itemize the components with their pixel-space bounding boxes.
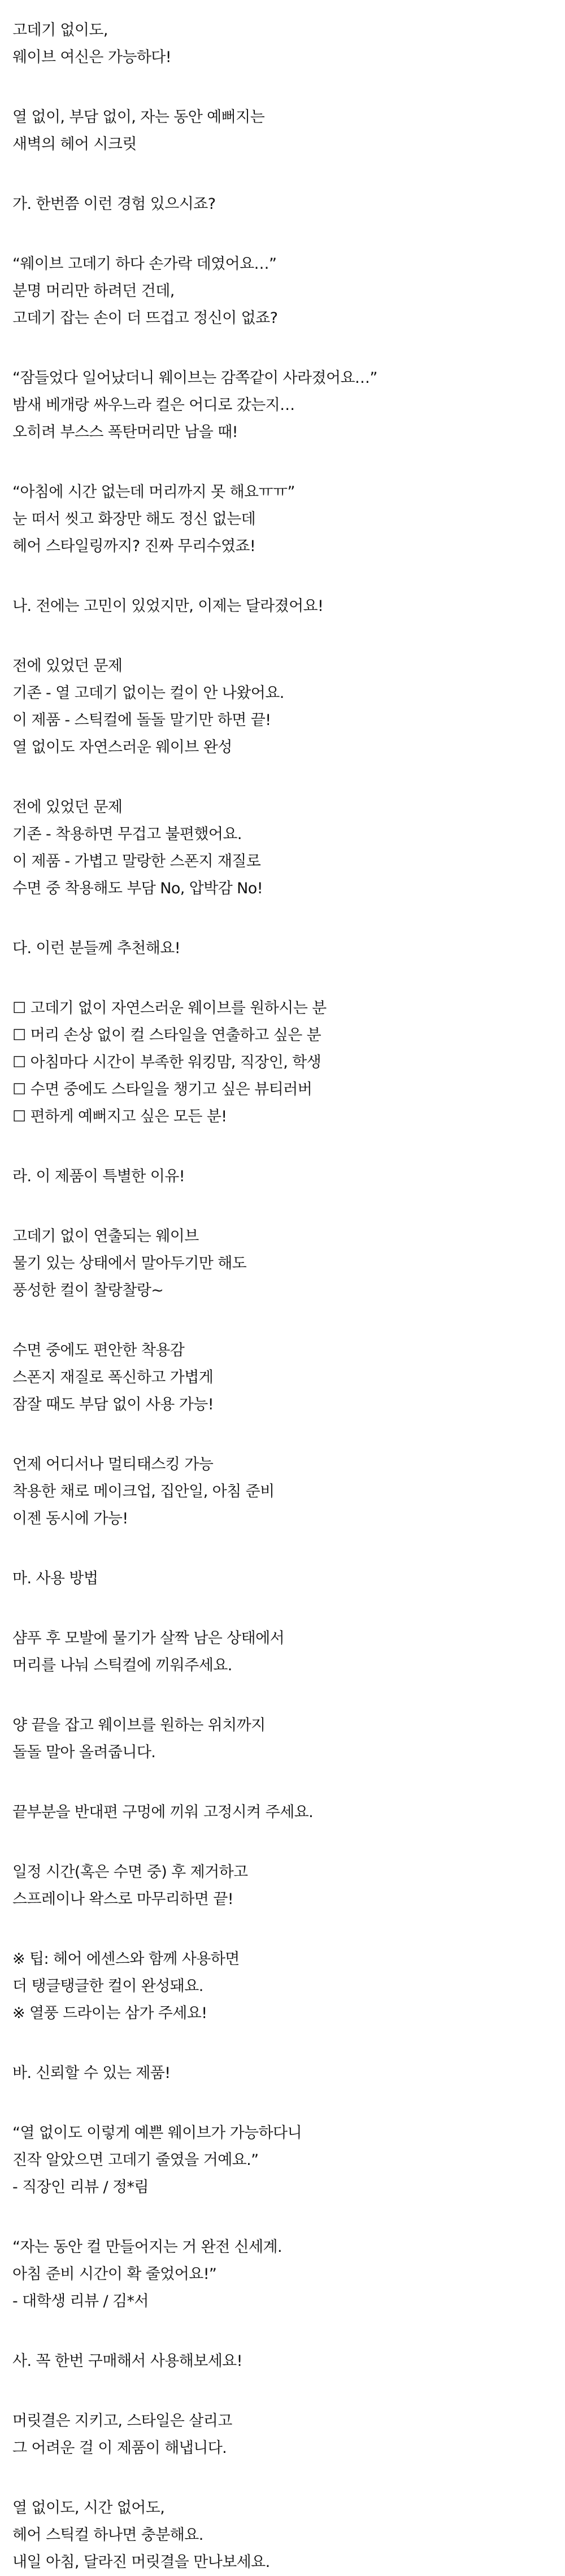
text-line: 고데기 없이 연출되는 웨이브 [12,1228,199,1245]
text-paragraph [12,794,555,902]
text-line: ※ 열풍 드라이는 삼가 주세요! [12,2005,207,2022]
text-paragraph [12,1625,555,1679]
text-paragraph [12,2120,555,2201]
text-line: 라. 이 제품이 특별한 이유! [12,1168,185,1185]
text-line: ☐ 아침마다 시간이 부족한 워킹맘, 직장인, 학생 [12,1054,321,1071]
text-paragraph [12,1163,555,1190]
text-paragraph [12,1946,555,2027]
text-paragraph [12,2348,555,2375]
text-line: ☐ 수면 중에도 스타일을 챙기고 싶은 뷰티러버 [12,1081,312,1098]
text-line: “잠들었다 일어났더니 웨이브는 감쪽같이 사라졌어요…” [12,369,377,387]
text-line: ☐ 고데기 없이 자연스러운 웨이브를 원하시는 분 [12,999,327,1017]
text-paragraph [12,2234,555,2315]
text-line: 바. 신뢰할 수 있는 제품! [12,2064,171,2082]
text-line: “아침에 시간 없는데 머리까지 못 해요ㅠㅠ” [12,483,295,501]
text-line: 그 어려운 걸 이 제품이 해냅니다. [12,2439,227,2457]
text-line: 내일 아침, 달라진 머릿결을 만나보세요. [12,2553,270,2571]
text-line: 일정 시간(혹은 수면 중) 후 제거하고 [12,1863,248,1881]
text-line: 웨이브 여신은 가능하다! [12,49,172,66]
text-line: 열 없이도, 시간 없어도, [12,2499,165,2517]
text-line: 분명 머리만 하려던 건데, [12,282,175,300]
text-line: 전에 있었던 문제 [12,798,123,816]
text-line: 진작 알았으면 고데기 줄였을 거예요.” [12,2151,259,2169]
text-line: ※ 팁: 헤어 에센스와 함께 사용하면 [12,1950,240,1968]
text-line: 열 없이, 부담 없이, 자는 동안 예뻐지는 [12,108,265,126]
text-line: 아침 준비 시간이 확 줄었어요!” [12,2265,217,2283]
text-paragraph [12,1451,555,1532]
text-line: ☐ 편하게 예뻐지고 싶은 모든 분! [12,1108,227,1125]
text-paragraph [12,1859,555,1913]
text-paragraph [12,1799,555,1826]
text-line: 이젠 동시에 가능! [12,1510,128,1527]
text-paragraph [12,365,555,446]
text-line: 밤새 베개랑 싸우느라 컬은 어디로 갔는지… [12,396,295,414]
text-line: 오히려 부스스 폭탄머리만 남을 때! [12,423,238,441]
text-line: ☐ 머리 손상 없이 컬 스타일을 연출하고 싶은 분 [12,1027,321,1044]
text-paragraph [12,2495,555,2576]
text-line: 잠잘 때도 부담 없이 사용 가능! [12,1396,214,1413]
text-line: 수면 중 착용해도 부담 No, 압박감 No! [12,880,263,897]
text-paragraph [12,191,555,218]
text-line: 수면 중에도 편안한 착용감 [12,1342,185,1359]
text-paragraph [12,1223,555,1304]
text-line: “자는 동안 컬 만들어지는 거 완전 신세계. [12,2238,282,2256]
text-line: 풍성한 컬이 찰랑찰랑~ [12,1282,164,1299]
text-line: 나. 전에는 고민이 있었지만, 이제는 달라졌어요! [12,597,324,615]
text-paragraph [12,104,555,158]
text-line: 고데기 없이도, [12,21,108,39]
text-paragraph [12,2408,555,2462]
text-paragraph [12,995,555,1130]
text-paragraph [12,1712,555,1766]
text-line: - 대학생 리뷰 / 김*서 [12,2293,149,2310]
text-paragraph [12,593,555,620]
text-line: 머릿결은 지키고, 스타일은 살리고 [12,2412,232,2430]
text-line: 고데기 잡는 손이 더 뜨겁고 정신이 없죠? [12,309,278,327]
text-line: 가. 한번쯤 이런 경험 있으시죠? [12,195,216,213]
text-line: 언제 어디서나 멀티태스킹 가능 [12,1456,214,1473]
text-line: 다. 이런 분들께 추천해요! [12,940,180,957]
text-paragraph [12,935,555,962]
text-line: 머리를 나눠 스틱컬에 끼워주세요. [12,1657,232,1674]
text-line: 더 탱글탱글한 컬이 완성돼요. [12,1977,203,1995]
text-line: 이 제품 - 가볍고 말랑한 스폰지 재질로 [12,853,261,870]
text-line: 물기 있는 상태에서 말아두기만 해도 [12,1255,247,1272]
text-line: “웨이브 고데기 하다 손가락 데였어요…” [12,255,277,273]
text-line: 기존 - 착용하면 무겁고 불편했어요. [12,826,242,843]
text-line: 양 끝을 잡고 웨이브를 원하는 위치까지 [12,1717,266,1734]
text-line: 기존 - 열 고데기 없이는 컬이 안 나왔어요. [12,684,284,702]
text-line: 헤어 스타일링까지? 진짜 무리수였죠! [12,538,256,555]
text-line: 헤어 스틱컬 하나면 충분해요. [12,2526,203,2544]
text-line: 스프레이나 왁스로 마무리하면 끝! [12,1890,233,1908]
text-line: 전에 있었던 문제 [12,657,123,675]
text-paragraph [12,653,555,761]
text-line: 이 제품 - 스틱컬에 돌돌 말기만 하면 끝! [12,711,271,729]
text-line: “열 없이도 이렇게 예쁜 웨이브가 가능하다니 [12,2124,302,2142]
text-line: 끝부분을 반대편 구멍에 끼워 고정시켜 주세요. [12,1804,314,1821]
text-line: - 직장인 리뷰 / 정*림 [12,2178,149,2196]
text-paragraph [12,1337,555,1418]
text-paragraph [12,2060,555,2087]
text-line: 스폰지 재질로 폭신하고 가볍게 [12,1369,214,1386]
text-paragraph [12,1565,555,1592]
text-line: 열 없이도 자연스러운 웨이브 완성 [12,739,232,756]
text-line: 착용한 채로 메이크업, 집안일, 아침 준비 [12,1483,275,1500]
text-line: 새벽의 헤어 시크릿 [12,136,137,153]
text-line: 샴푸 후 모발에 물기가 살짝 남은 상태에서 [12,1630,285,1647]
text-paragraph [12,17,555,71]
text-line: 돌돌 말아 올려줍니다. [12,1744,156,1761]
text-line: 마. 사용 방법 [12,1570,98,1587]
text-line: 눈 떠서 씻고 화장만 해도 정신 없는데 [12,510,256,528]
text-paragraph [12,479,555,560]
text-paragraph [12,251,555,332]
text-line: 사. 꼭 한번 구매해서 사용해보세요! [12,2352,242,2370]
